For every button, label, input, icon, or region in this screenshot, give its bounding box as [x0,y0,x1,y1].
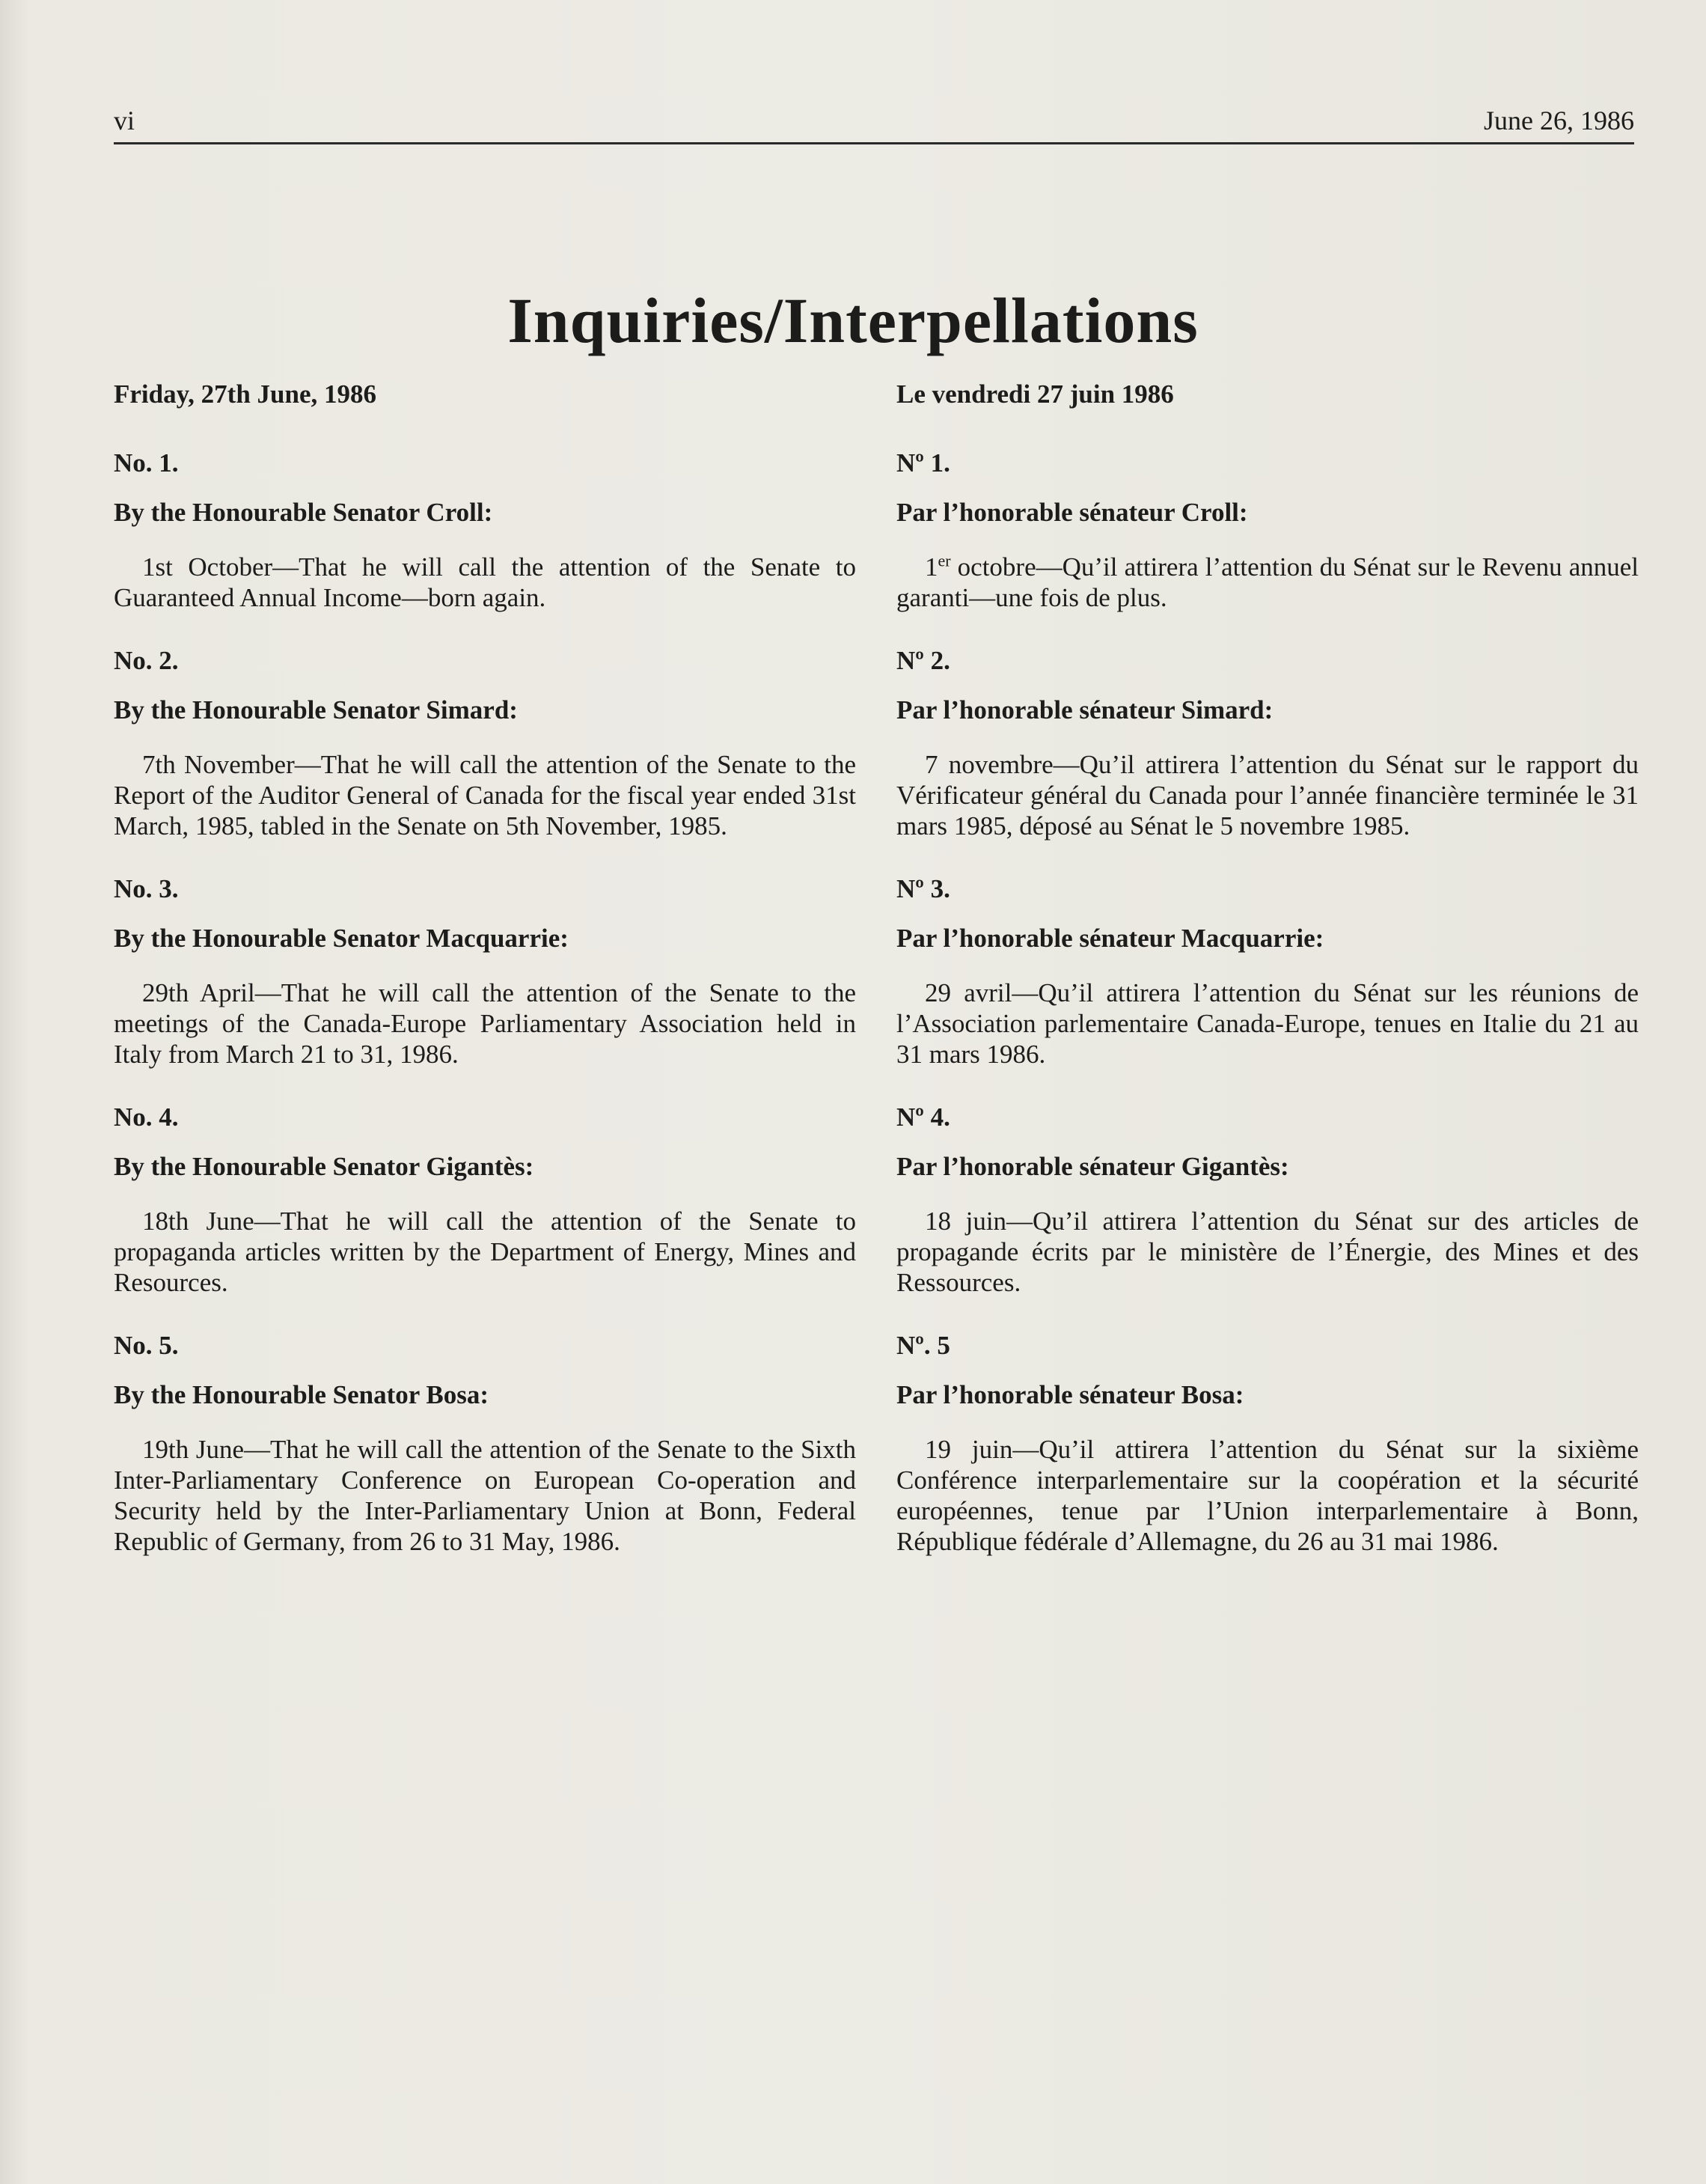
inquiry-text: 1st October—That he will call the attention of the Senate to Guaranteed Annual Income—born again. [114,552,856,612]
inquiry-number: Nº 4. [896,1102,950,1132]
inquiry-sponsor: Par l’honorable sénateur Gigantès: [896,1152,1289,1181]
english-column [114,378,856,1588]
inquiry-text-body: octobre—Qu’il attirera l’attention du Sénat sur le Revenu annuel garanti—une fois de plus. [896,552,1639,612]
inquiry-number: No. 5. [114,1331,179,1360]
english-date-line: Friday, 27th June, 1986 [114,379,377,409]
inquiry-text: 19th June—That he will call the attention of the Senate to the Sixth Inter-Parliamentary Conference on European Co-operation and Security held by the Inter-Parliamentary Union at Bonn, Federal Republic of Germany, from 26 to 31 May, 1986. [114,1435,856,1556]
inquiry-text: 19 juin—Qu’il attirera l’attention du Sénat sur la sixième Conférence interparlementaire sur la coopération et la sécurité européennes, tenue par l’Union interparlementaire à Bonn, République fédérale d’Allemagne, du 26 au 31 mai 1986. [896,1435,1639,1556]
inquiry-number: No. 1. [114,448,179,478]
inquiry-sponsor: Par l’honorable sénateur Croll: [896,498,1248,527]
inquiry-sponsor: Par l’honorable sénateur Simard: [896,695,1274,725]
french-date-line: Le vendredi 27 juin 1986 [896,379,1174,409]
english-inquiry-4 [114,1101,856,1298]
inquiry-sponsor: By the Honourable Senator Simard: [114,695,518,725]
inquiry-text: 7 novembre—Qu’il attirera l’attention du Sénat sur le rapport du Vérificateur général du Canada pour l’année financière terminée le 31 mars 1985, déposé au Sénat le 5 novembre 1985. [896,750,1639,841]
inquiry-sponsor: By the Honourable Senator Macquarrie: [114,924,569,953]
inquiry-number: Nº. 5 [896,1331,950,1360]
french-inquiry-5 [896,1329,1639,1557]
header-date: June 26, 1986 [1484,106,1634,135]
page-number: vi [114,106,135,135]
inquiry-number: No. 3. [114,874,179,903]
inquiry-text [896,552,1639,613]
french-inquiry-4 [896,1101,1639,1298]
french-inquiry-1 [896,447,1639,613]
inquiry-number: No. 2. [114,646,179,675]
page-header [114,105,1634,144]
inquiry-sponsor: By the Honourable Senator Croll: [114,498,493,527]
inquiry-text: 18 juin—Qu’il attirera l’attention du Sénat sur des articles de propagande écrits par le ministère de l’Énergie, des Mines et des Ressources. [896,1207,1639,1297]
english-inquiry-5 [114,1329,856,1557]
english-inquiry-2 [114,644,856,841]
inquiry-sponsor: Par l’honorable sénateur Bosa: [896,1380,1244,1409]
inquiry-number: No. 4. [114,1102,179,1132]
inquiry-text: 29 avril—Qu’il attirera l’attention du Sénat sur les réunions de l’Association parlementaire Canada-Europe, tenues en Italie du 21 au 31 mars 1986. [896,978,1639,1069]
inquiry-text: 7th November—That he will call the attention of the Senate to the Report of the Auditor General of Canada for the fiscal year ended 31st March, 1985, tabled in the Senate on 5th November, 1985. [114,750,856,841]
inquiry-text: 29th April—That he will call the attention of the Senate to the meetings of the Canada-Europe Parliamentary Association held in Italy from March 21 to 31, 1986. [114,978,856,1069]
inquiry-text: 18th June—That he will call the attention of the Senate to propaganda articles written by the Department of Energy, Mines and Resources. [114,1207,856,1297]
ordinal-suffix: er [938,551,951,570]
french-inquiry-2 [896,644,1639,841]
inquiry-sponsor: By the Honourable Senator Bosa: [114,1380,489,1409]
inquiry-number: Nº 1. [896,448,950,478]
inquiry-number: Nº 3. [896,874,950,903]
french-column [896,378,1639,1588]
english-inquiry-1 [114,447,856,613]
ordinal-number: 1 [925,552,938,582]
inquiry-sponsor: Par l’honorable sénateur Macquarrie: [896,924,1324,953]
inquiry-sponsor: By the Honourable Senator Gigantès: [114,1152,534,1181]
french-inquiry-3 [896,873,1639,1070]
english-inquiry-3 [114,873,856,1070]
page-title: Inquiries/Interpellations [507,284,1199,356]
inquiry-number: Nº 2. [896,646,950,675]
